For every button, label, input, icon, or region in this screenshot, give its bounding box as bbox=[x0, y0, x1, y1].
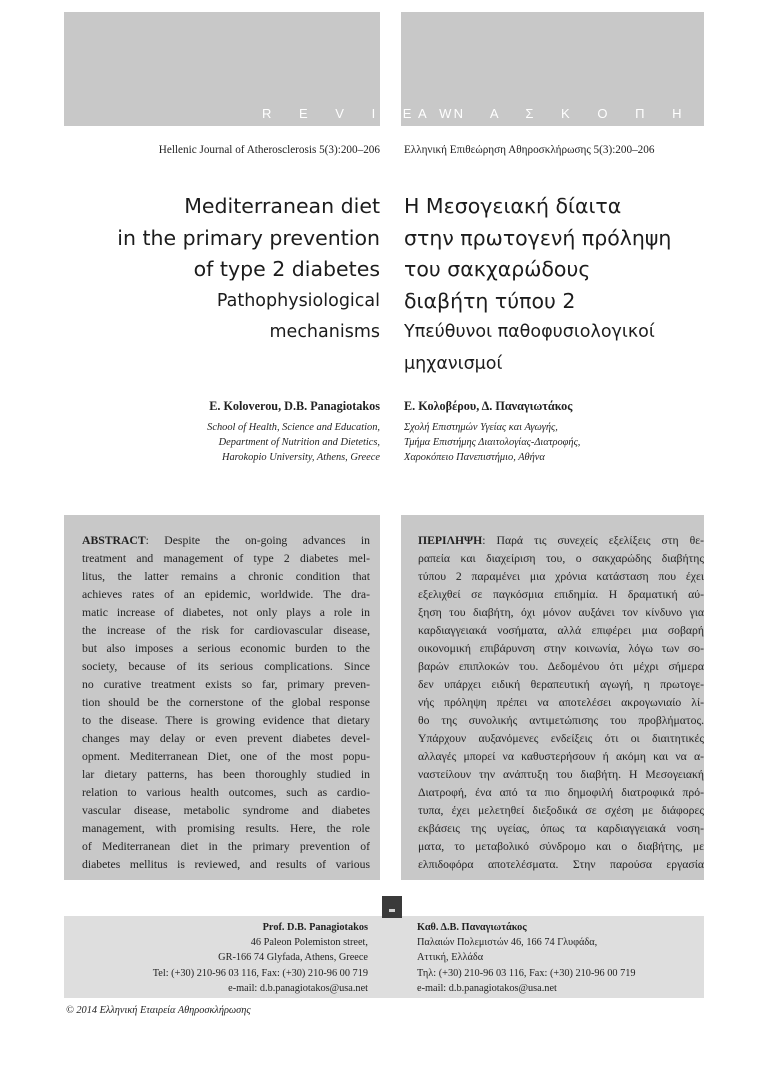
abstract-heading-gr: ΠΕΡΙΛΗΨΗ bbox=[418, 534, 483, 547]
abstract-en-line: opment. Mediterranean Diet, one of the most popu- bbox=[82, 750, 370, 763]
abstract-gr-line: δεν υπάρχει ειδική θεραπευτική αγωγή, η πρωτογε- bbox=[418, 678, 704, 691]
abstract-gr-line: βαρών επιπλοκών του. Δεδομένου ότι μέχρι σήμερα bbox=[418, 660, 704, 673]
contact-en-name: Prof. D.B. Panagiotakos bbox=[262, 922, 368, 933]
abstract-gr bbox=[418, 532, 704, 874]
abstract-gr-line: ραπεία και διαχείριση του, ο σακχαρώδης διαβήτης bbox=[418, 552, 704, 565]
abstract-gr-line: εκβάσεις της υγείας, όπως τα καρδιαγγειακά νοση- bbox=[418, 822, 704, 835]
section-label-anaskopisi: Α Ν Α Σ Κ Ο Π Η Σ Η bbox=[418, 106, 767, 121]
contact-gr-line: Τηλ: (+30) 210-96 03 116, Fax: (+30) 210-96 00 719 bbox=[417, 967, 636, 979]
contact-en-line: e-mail: d.b.panagiotakos@usa.net bbox=[228, 982, 368, 994]
abstract-gr-line: ξηση του διαβήτη, όχι μόνον αυξάνει τον κίνδυνο για bbox=[418, 606, 704, 619]
abstract-en-line: the increase of the risk for cardiovascular disease, bbox=[82, 624, 370, 637]
subtitle-gr-line: Υπεύθυνοι παθοφυσιολογικοί bbox=[404, 322, 655, 342]
affiliation-en-line: School of Health, Science and Education, bbox=[207, 422, 380, 433]
abstract-gr-line: τύπου 2 παραμένει μια χρόνια κατάσταση που έχει bbox=[418, 570, 704, 583]
abstract-en-line: to the disease. There is growing evidence that dietary bbox=[82, 714, 370, 727]
title-gr-line: του σακχαρώδους bbox=[404, 257, 591, 281]
abstract-gr-line: οικονομική επιβάρυνση στην κοινωνία, λόγω των σο- bbox=[418, 642, 704, 655]
affiliation-gr-line: Τμήμα Επιστήμης Διαιτολογίας-Διατροφής, bbox=[404, 437, 581, 448]
abstract-en-line: management, with promising results. Here, the role bbox=[82, 822, 370, 835]
authors-en: E. Koloverou, D.B. Panagiotakos bbox=[209, 399, 380, 413]
abstract-gr-line: ελπιδοφόρα αποτελέσματα. Στην παρούσα εργασία bbox=[418, 858, 704, 871]
abstract-gr-line: Διατροφή, ένα από τα πιο δημοφιλή διατροφικά πρό- bbox=[418, 786, 704, 799]
affiliation-gr bbox=[404, 420, 580, 465]
contact-gr-name: Καθ. Δ.Β. Παναγιωτάκος bbox=[417, 922, 527, 933]
contact-gr-line: e-mail: d.b.panagiotakos@usa.net bbox=[417, 982, 557, 994]
title-en-line: Mediterranean diet bbox=[184, 194, 380, 218]
abstract-gr-line: ματα, το μεταβολικό σύνδρομο και ο διαβήτης, με bbox=[418, 840, 704, 853]
abstract-heading-en: ABSTRACT bbox=[82, 534, 146, 547]
affiliation-gr-line: Χαροκόπειο Πανεπιστήμιο, Αθήνα bbox=[404, 452, 545, 463]
abstract-en-line: but also imposes a serious economic burden to the bbox=[82, 642, 370, 655]
journal-citation-gr: Ελληνική Επιθεώρηση Αθηροσκλήρωσης 5(3):200–206 bbox=[404, 144, 655, 156]
journal-citation-en: Hellenic Journal of Atherosclerosis 5(3):200–206 bbox=[158, 144, 380, 156]
title-en bbox=[117, 191, 380, 349]
contact-en bbox=[153, 920, 368, 996]
abstract-en-line: relation to various health outcomes, such as cardio- bbox=[82, 786, 370, 799]
abstract-gr-line: εξελιχθεί σε παγκόσμια επιδημία. Η δραματική αύ- bbox=[418, 588, 704, 601]
contact-gr-line: Αττική, Ελλάδα bbox=[417, 952, 484, 964]
title-gr bbox=[404, 191, 671, 380]
abstract-en-line: changes may delay or even prevent diabetes devel- bbox=[82, 732, 370, 745]
title-gr-line: διαβήτη τύπου 2 bbox=[404, 288, 576, 313]
contact-en-line: GR-166 74 Glyfada, Athens, Greece bbox=[218, 952, 368, 964]
abstract-en-line: vascular disease, metabolic syndrome and diabetes bbox=[82, 804, 370, 817]
corner-mark-icon bbox=[382, 896, 402, 918]
abstract-en-line: diabetes mellitus is reviewed, and results of various bbox=[82, 858, 370, 871]
copyright-notice: © 2014 Ελληνική Εταιρεία Αθηροσκλήρωσης bbox=[66, 1005, 251, 1016]
title-gr-line: στην πρωτογενή πρόληψη bbox=[404, 225, 672, 250]
subtitle-en-line: Pathophysiological bbox=[216, 290, 380, 311]
abstract-en-line: matic increase of diabetes, not only plays a role in bbox=[82, 606, 370, 619]
abstract-en-line: litus, the latter remains a chronic condition that bbox=[82, 570, 370, 583]
abstract-gr-line: καρδιαγγειακά νοσήματα, αλλά επιφέρει μια σοβαρή bbox=[418, 624, 704, 637]
abstract-en-line: treatment and management of type 2 diabetes mel- bbox=[82, 552, 370, 565]
abstract-gr-line: ναστείλουν την ανάπτυξη του διαβήτη. Η Μεσογειακή bbox=[418, 768, 704, 781]
title-en-line: of type 2 diabetes bbox=[193, 257, 380, 281]
affiliation-gr-line: Σχολή Επιστημών Υγείας και Αγωγής, bbox=[404, 422, 558, 433]
affiliation-en-line: Harokopio University, Athens, Greece bbox=[221, 452, 380, 463]
abstract-gr-line: τυπα, έχει μελετηθεί διεξοδικά σε σχέση με διάφορες bbox=[418, 804, 704, 817]
title-en-line: in the primary prevention bbox=[117, 225, 380, 250]
abstract-en-line: of Mediterranean diet in the primary prevention of bbox=[82, 840, 370, 853]
contact-en-line: Tel: (+30) 210-96 03 116, Fax: (+30) 210-96 00 719 bbox=[152, 967, 368, 979]
title-gr-line: Η Μεσογειακή δίαιτα bbox=[404, 194, 622, 218]
subtitle-gr-line: μηχανισμοί bbox=[404, 353, 503, 374]
abstract-gr-line: θο της συνολικής αντιμετώπισης του προβλήματος. bbox=[418, 714, 704, 727]
abstract-gr-line: ΠΕΡΙΛΗΨΗ: Παρά τις συνεχείς εξελίξεις στη θε- bbox=[418, 534, 704, 547]
contact-en-line: 46 Paleon Polemiston street, bbox=[250, 937, 368, 949]
abstract-gr-line: νής πρόληψη πρέπει να αποτελέσει ακρογωνιαίο λί- bbox=[418, 696, 704, 709]
affiliation-en-line: Department of Nutrition and Dietetics, bbox=[218, 437, 380, 448]
contact-gr bbox=[417, 920, 636, 996]
abstract-en-line: tion should be the cornerstone of the global response bbox=[82, 696, 370, 709]
abstract-en bbox=[82, 532, 370, 874]
affiliation-en bbox=[207, 420, 380, 465]
section-label-review: R E V I E W bbox=[262, 106, 464, 121]
subtitle-en-line: mechanisms bbox=[269, 322, 380, 342]
abstract-en-line: society, because of its serious complications. Since bbox=[82, 660, 370, 673]
abstract-en-line: ABSTRACT: Despite the on-going advances in bbox=[82, 534, 370, 547]
abstract-gr-line: Υπάρχουν αυξανόμενες ενδείξεις ότι οι διαιτητικές bbox=[418, 732, 704, 745]
abstract-en-line: achieves rates of an epidemic, worldwide. The dra- bbox=[82, 588, 370, 601]
contact-gr-line: Παλαιών Πολεμιστών 46, 166 74 Γλυφάδα, bbox=[417, 937, 598, 949]
abstract-en-line: lar dietary patterns, has been thoroughly studied in bbox=[82, 768, 370, 781]
abstract-gr-line: αλλαγές μπορεί να καθυστερήσουν ή ακόμη και να α- bbox=[418, 750, 704, 763]
authors-gr: Ε. Κολοβέρου, Δ. Παναγιωτάκος bbox=[404, 399, 573, 413]
abstract-en-line: no curative treatment exists so far, primary preven- bbox=[82, 678, 370, 691]
